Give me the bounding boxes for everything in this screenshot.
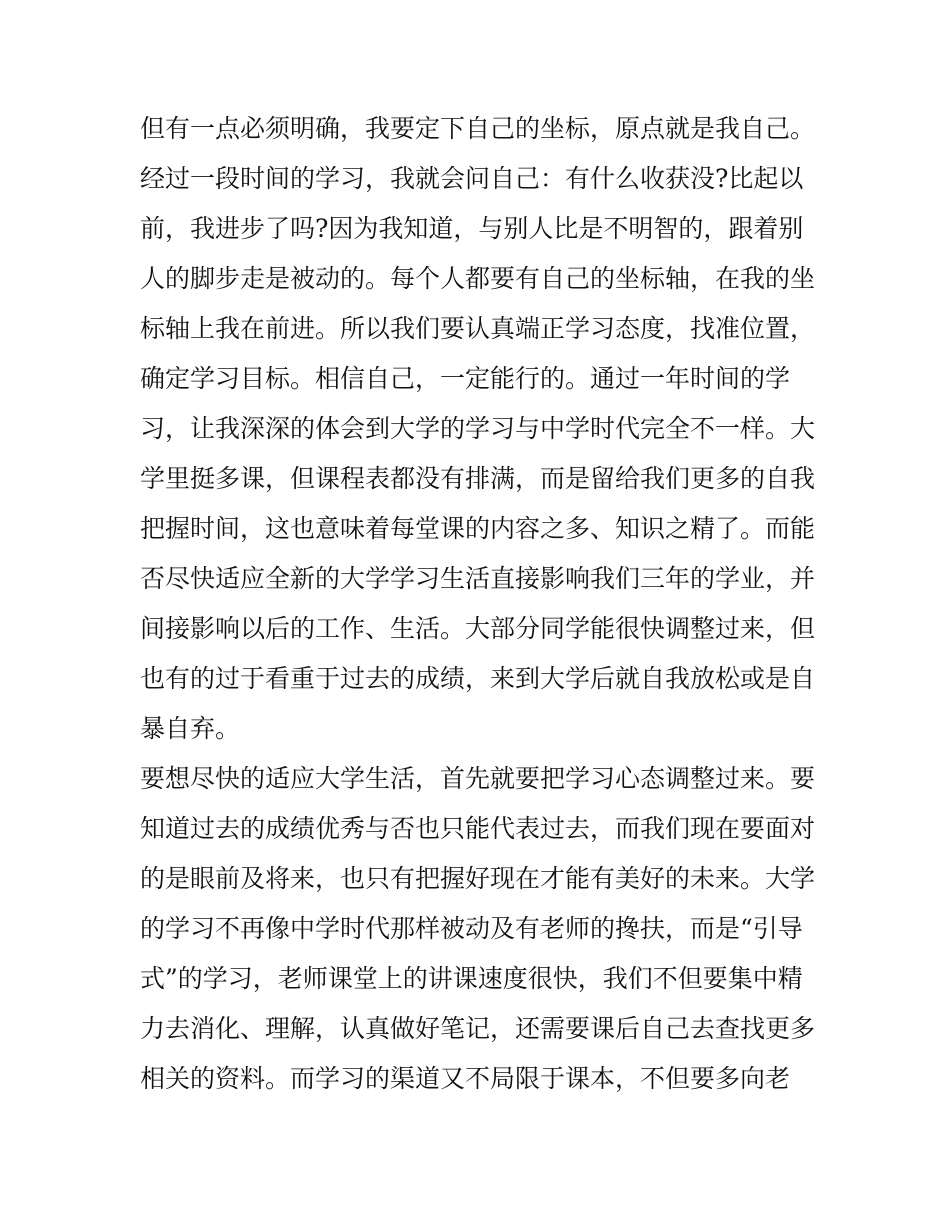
text-line: 学里挺多课，但课程表都没有排满，而是留给我们更多的自我: [140, 464, 816, 493]
text-line: 经过一段时间的学习，我就会问自己：有什么收获没?比起以: [140, 164, 804, 193]
text-line: 也有的过于看重于过去的成绩，来到大学后就自我放松或是自: [140, 664, 816, 693]
text-line: 前，我进步了吗?因为我知道，与别人比是不明智的，跟着别: [140, 214, 804, 243]
text-line: 相关的资料。而学习的渠道又不局限于课本，不但要多向老: [140, 1064, 791, 1093]
text-line: 把握时间，这也意味着每堂课的内容之多、知识之精了。而能: [140, 514, 816, 543]
text-line: 要想尽快的适应大学生活，首先就要把学习心态调整过来。要: [140, 764, 816, 793]
text-line: 式”的学习，老师课堂上的讲课速度很快，我们不但要集中精: [140, 964, 803, 993]
text-line: 习，让我深深的体会到大学的学习与中学时代完全不一样。大: [140, 414, 816, 443]
text-line: 否尽快适应全新的大学学习生活直接影响我们三年的学业，并: [140, 564, 816, 593]
text-line: 的是眼前及将来，也只有把握好现在才能有美好的未来。大学: [140, 864, 816, 893]
text-line: 人的脚步走是被动的。每个人都要有自己的坐标轴，在我的坐: [140, 264, 816, 293]
text-line: 暴自弃。: [140, 714, 241, 743]
text-line: 力去消化、理解，认真做好笔记，还需要课后自己去查找更多: [140, 1014, 816, 1043]
body-text: [140, 104, 820, 1104]
text-line: 知道过去的成绩优秀与否也只能代表过去，而我们现在要面对: [140, 814, 816, 843]
text-line: 确定学习目标。相信自己，一定能行的。通过一年时间的学: [140, 364, 791, 393]
text-line: 间接影响以后的工作、生活。大部分同学能很快调整过来，但: [140, 614, 816, 643]
text-line: 标轴上我在前进。所以我们要认真端正学习态度，找准位置，: [140, 314, 816, 343]
text-line: 的学习不再像中学时代那样被动及有老师的搀扶，而是“引导: [140, 914, 803, 943]
text-line: 但有一点必须明确，我要定下自己的坐标，原点就是我自己。: [140, 114, 816, 143]
